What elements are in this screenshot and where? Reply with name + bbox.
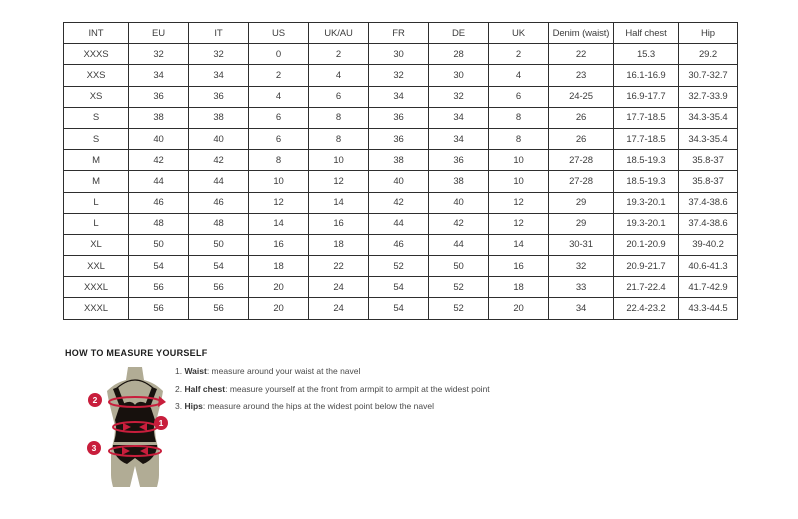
size-value-cell: 40 <box>189 128 249 149</box>
measure-section-title: HOW TO MEASURE YOURSELF <box>65 348 208 358</box>
size-row <box>64 192 738 213</box>
size-label-cell: XXS <box>64 65 129 86</box>
size-value-cell: 46 <box>369 234 429 255</box>
size-value-cell: 16 <box>309 213 369 234</box>
size-value-cell: 48 <box>129 213 189 234</box>
size-value-cell: 44 <box>129 171 189 192</box>
hips-marker-label: 3 <box>91 443 97 453</box>
size-value-cell: 42 <box>429 213 489 234</box>
size-row <box>64 277 738 298</box>
header-cell: Hip <box>679 23 738 44</box>
size-value-cell: 10 <box>489 150 549 171</box>
measurement-figure <box>86 367 170 491</box>
size-label-cell: XXXS <box>64 44 129 65</box>
half-chest-marker-label: 2 <box>92 395 98 405</box>
size-value-cell: 54 <box>189 256 249 277</box>
size-label-cell: L <box>64 213 129 234</box>
size-value-cell: 38 <box>429 171 489 192</box>
size-value-cell: 56 <box>189 298 249 319</box>
size-value-cell: 8 <box>249 150 309 171</box>
size-value-cell: 20.9-21.7 <box>614 256 679 277</box>
size-value-cell: 42 <box>189 150 249 171</box>
size-value-cell: 16 <box>489 256 549 277</box>
size-value-cell: 12 <box>489 192 549 213</box>
size-value-cell: 4 <box>489 65 549 86</box>
instruction-item-waist <box>175 366 595 376</box>
size-row <box>64 298 738 319</box>
size-value-cell: 50 <box>129 234 189 255</box>
size-value-cell: 8 <box>489 107 549 128</box>
size-value-cell: 32 <box>189 44 249 65</box>
size-value-cell: 2 <box>309 44 369 65</box>
size-value-cell: 22 <box>309 256 369 277</box>
size-label-cell: XS <box>64 86 129 107</box>
size-value-cell: 38 <box>129 107 189 128</box>
size-value-cell: 0 <box>249 44 309 65</box>
size-value-cell: 34.3-35.4 <box>679 128 738 149</box>
size-value-cell: 18 <box>489 277 549 298</box>
size-value-cell: 30 <box>369 44 429 65</box>
size-value-cell: 36 <box>129 86 189 107</box>
size-value-cell: 52 <box>369 256 429 277</box>
size-value-cell: 34 <box>129 65 189 86</box>
size-value-cell: 24 <box>309 277 369 298</box>
size-value-cell: 12 <box>489 213 549 234</box>
size-value-cell: 46 <box>129 192 189 213</box>
size-value-cell: 54 <box>369 277 429 298</box>
size-value-cell: 21.7-22.4 <box>614 277 679 298</box>
size-value-cell: 4 <box>249 86 309 107</box>
header-cell: DE <box>429 23 489 44</box>
size-value-cell: 27-28 <box>549 150 614 171</box>
size-row <box>64 171 738 192</box>
size-value-cell: 34 <box>429 128 489 149</box>
size-value-cell: 34 <box>369 86 429 107</box>
size-value-cell: 48 <box>189 213 249 234</box>
size-value-cell: 52 <box>429 298 489 319</box>
size-value-cell: 35.8-37 <box>679 150 738 171</box>
size-value-cell: 50 <box>429 256 489 277</box>
size-value-cell: 16 <box>249 234 309 255</box>
header-cell: INT <box>64 23 129 44</box>
size-value-cell: 34 <box>429 107 489 128</box>
size-label-cell: XXL <box>64 256 129 277</box>
size-label-cell: L <box>64 192 129 213</box>
size-value-cell: 4 <box>309 65 369 86</box>
size-label-cell: XXXL <box>64 298 129 319</box>
size-value-cell: 29.2 <box>679 44 738 65</box>
size-value-cell: 32 <box>129 44 189 65</box>
size-row <box>64 44 738 65</box>
size-value-cell: 27-28 <box>549 171 614 192</box>
header-cell: UK <box>489 23 549 44</box>
size-value-cell: 32 <box>369 65 429 86</box>
size-value-cell: 2 <box>249 65 309 86</box>
size-value-cell: 10 <box>489 171 549 192</box>
size-value-cell: 6 <box>249 107 309 128</box>
size-value-cell: 40 <box>369 171 429 192</box>
size-row <box>64 150 738 171</box>
size-value-cell: 15.3 <box>614 44 679 65</box>
size-value-cell: 37.4-38.6 <box>679 192 738 213</box>
size-value-cell: 18 <box>249 256 309 277</box>
size-value-cell: 16.9-17.7 <box>614 86 679 107</box>
size-value-cell: 40.6-41.3 <box>679 256 738 277</box>
size-row <box>64 65 738 86</box>
size-value-cell: 23 <box>549 65 614 86</box>
size-value-cell: 28 <box>429 44 489 65</box>
size-value-cell: 17.7-18.5 <box>614 128 679 149</box>
size-value-cell: 12 <box>249 192 309 213</box>
size-value-cell: 56 <box>129 277 189 298</box>
size-value-cell: 36 <box>369 107 429 128</box>
size-value-cell: 36 <box>189 86 249 107</box>
size-value-cell: 29 <box>549 213 614 234</box>
size-value-cell: 36 <box>429 150 489 171</box>
instruction-term: Waist <box>184 366 207 376</box>
size-value-cell: 17.7-18.5 <box>614 107 679 128</box>
size-value-cell: 12 <box>309 171 369 192</box>
size-value-cell: 19.3-20.1 <box>614 192 679 213</box>
instruction-term: Half chest <box>184 383 226 394</box>
size-value-cell: 10 <box>309 150 369 171</box>
size-value-cell: 18.5-19.3 <box>614 150 679 171</box>
size-value-cell: 56 <box>189 277 249 298</box>
size-value-cell: 6 <box>309 86 369 107</box>
size-row <box>64 213 738 234</box>
size-value-cell: 20 <box>489 298 549 319</box>
size-value-cell: 43.3-44.5 <box>679 298 738 319</box>
instruction-number: 3. <box>175 401 183 411</box>
size-value-cell: 34 <box>189 65 249 86</box>
size-label-cell: XXXL <box>64 277 129 298</box>
size-value-cell: 33 <box>549 277 614 298</box>
size-row <box>64 128 738 149</box>
size-value-cell: 22 <box>549 44 614 65</box>
size-value-cell: 42 <box>369 192 429 213</box>
size-label-cell: M <box>64 171 129 192</box>
size-value-cell: 24-25 <box>549 86 614 107</box>
instruction-number: 2. <box>175 383 183 394</box>
instruction-number: 1. <box>175 366 183 376</box>
size-value-cell: 18.5-19.3 <box>614 171 679 192</box>
size-value-cell: 44 <box>369 213 429 234</box>
instruction-item-hips <box>175 401 595 411</box>
header-cell: IT <box>189 23 249 44</box>
size-value-cell: 26 <box>549 107 614 128</box>
size-value-cell: 20 <box>249 298 309 319</box>
size-value-cell: 32 <box>429 86 489 107</box>
size-value-cell: 44 <box>429 234 489 255</box>
size-row <box>64 234 738 255</box>
size-value-cell: 8 <box>489 128 549 149</box>
size-row <box>64 107 738 128</box>
instruction-item-half-chest <box>175 384 595 394</box>
size-row <box>64 86 738 107</box>
size-value-cell: 14 <box>249 213 309 234</box>
size-value-cell: 39-40.2 <box>679 234 738 255</box>
size-table <box>63 22 738 320</box>
size-value-cell: 56 <box>129 298 189 319</box>
size-value-cell: 20.1-20.9 <box>614 234 679 255</box>
header-cell: Half chest <box>614 23 679 44</box>
instruction-text: : measure around the hips at the widest point below the navel <box>202 401 434 411</box>
size-value-cell: 42 <box>129 150 189 171</box>
size-value-cell: 14 <box>489 234 549 255</box>
size-value-cell: 54 <box>369 298 429 319</box>
header-cell: US <box>249 23 309 44</box>
instruction-term: Hips <box>184 401 203 411</box>
header-cell: Denim (waist) <box>549 23 614 44</box>
size-value-cell: 34.3-35.4 <box>679 107 738 128</box>
size-table-header-row <box>64 23 738 44</box>
size-value-cell: 30-31 <box>549 234 614 255</box>
size-value-cell: 38 <box>189 107 249 128</box>
size-value-cell: 38 <box>369 150 429 171</box>
instruction-text: : measure yourself at the front from armpit to armpit at the widest point <box>225 383 490 394</box>
size-value-cell: 35.8-37 <box>679 171 738 192</box>
size-value-cell: 19.3-20.1 <box>614 213 679 234</box>
size-value-cell: 41.7-42.9 <box>679 277 738 298</box>
size-value-cell: 18 <box>309 234 369 255</box>
header-cell: FR <box>369 23 429 44</box>
size-value-cell: 44 <box>189 171 249 192</box>
waist-marker-label: 1 <box>158 418 164 428</box>
size-value-cell: 8 <box>309 107 369 128</box>
size-table-body <box>64 44 738 319</box>
size-value-cell: 8 <box>309 128 369 149</box>
size-value-cell: 40 <box>429 192 489 213</box>
size-value-cell: 20 <box>249 277 309 298</box>
measure-instructions <box>175 366 595 419</box>
size-value-cell: 2 <box>489 44 549 65</box>
size-value-cell: 40 <box>129 128 189 149</box>
size-value-cell: 29 <box>549 192 614 213</box>
size-value-cell: 30.7-32.7 <box>679 65 738 86</box>
size-value-cell: 50 <box>189 234 249 255</box>
mannequin-illustration-icon <box>86 367 170 491</box>
size-value-cell: 10 <box>249 171 309 192</box>
size-value-cell: 14 <box>309 192 369 213</box>
size-value-cell: 52 <box>429 277 489 298</box>
size-value-cell: 36 <box>369 128 429 149</box>
size-value-cell: 6 <box>249 128 309 149</box>
size-label-cell: S <box>64 107 129 128</box>
size-value-cell: 37.4-38.6 <box>679 213 738 234</box>
size-value-cell: 22.4-23.2 <box>614 298 679 319</box>
size-label-cell: M <box>64 150 129 171</box>
size-value-cell: 32 <box>549 256 614 277</box>
size-value-cell: 24 <box>309 298 369 319</box>
size-value-cell: 54 <box>129 256 189 277</box>
header-cell: EU <box>129 23 189 44</box>
size-label-cell: XL <box>64 234 129 255</box>
size-row <box>64 256 738 277</box>
size-value-cell: 6 <box>489 86 549 107</box>
size-label-cell: S <box>64 128 129 149</box>
size-value-cell: 34 <box>549 298 614 319</box>
size-value-cell: 30 <box>429 65 489 86</box>
instruction-text: : measure around your waist at the navel <box>206 366 361 376</box>
size-value-cell: 26 <box>549 128 614 149</box>
size-value-cell: 16.1-16.9 <box>614 65 679 86</box>
header-cell: UK/AU <box>309 23 369 44</box>
size-value-cell: 46 <box>189 192 249 213</box>
size-value-cell: 32.7-33.9 <box>679 86 738 107</box>
